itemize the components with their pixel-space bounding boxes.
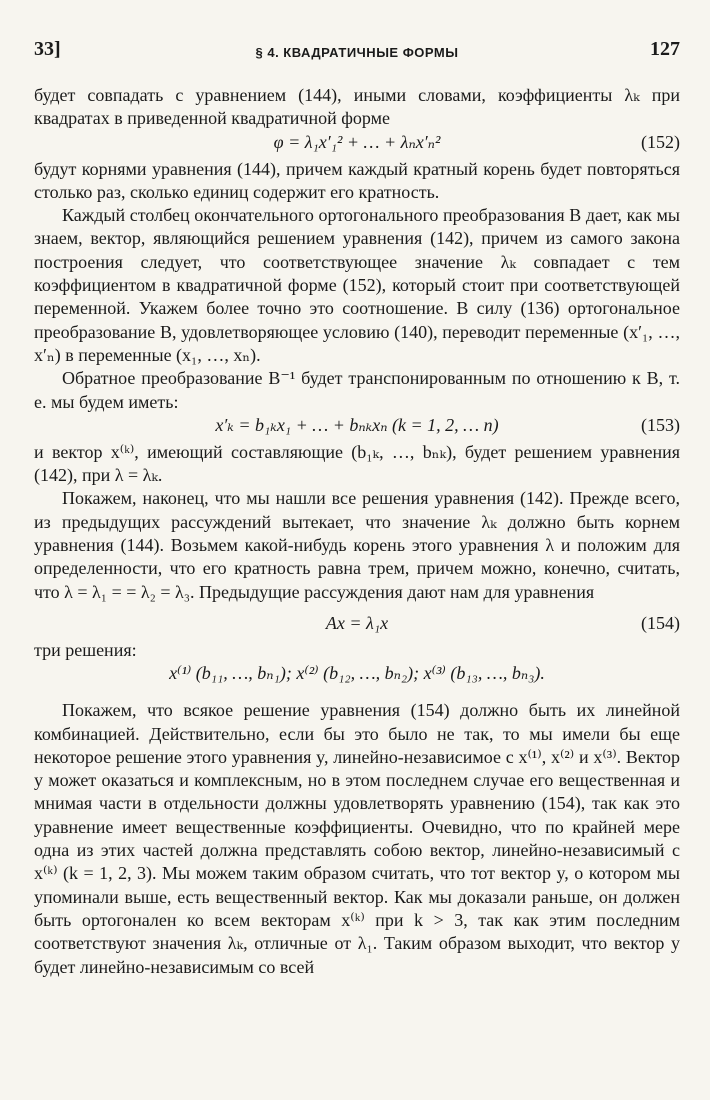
paragraph-3: Каждый столбец окончательного ортогонального преобразования B дает, как мы знаем, вектор, являющийся решением уравнения (142), причем из самого закона построения следует, что соответствующее значение λₖ совпадает с тем коэффициентом в квадратичной форме (152), который стоит при соответствующей переменной. Укажем более точно это соотношение. В силу (136) ортогональное преобразование B, удовлетворяющее условию (140), переводит переменные (x′₁, …, x′ₙ) в переменные (x₁, …, xₙ).: [34, 205, 680, 365]
paragraph-6: Покажем, наконец, что мы нашли все решения уравнения (142). Прежде всего, из предыдущих рассуждений вытекает, что значение λₖ должно быть корнем уравнения (144). Возьмем какой-нибудь корень этого уравнения λ и положим для определенности, что его кратность равна трем, причем можно, конечно, считать, что λ = λ₁ = = λ₂ = λ₃. Предыдущие рассуждения дают нам для уравнения: [34, 488, 680, 602]
equation-153-number: (153): [641, 414, 680, 435]
page-left-label: 33]: [34, 38, 61, 60]
equation-154: [34, 612, 680, 639]
equation-153: [34, 414, 680, 441]
running-header: [34, 38, 680, 64]
equation-153-formula: x′ₖ = b₁ₖx₁ + … + bₙₖxₙ (k = 1, 2, … n): [215, 414, 499, 435]
paragraph-5: и вектор x⁽ᵏ⁾, имеющий составляющие (b₁ₖ, …, bₙₖ), будет решением уравнения (142), при λ = λₖ.: [34, 441, 680, 486]
paragraph-7: три решения:: [34, 639, 137, 660]
paragraph-2: будут корнями уравнения (144), причем каждый кратный корень будет повторяться столько раз, сколько единиц содержит его кратность.: [34, 158, 680, 202]
solutions-line: x⁽¹⁾ (b₁₁, …, bₙ₁); x⁽²⁾ (b₁₂, …, bₙ₂); x⁽³⁾ (b₁₃, …, bₙ₃).: [169, 663, 545, 684]
text-block: [34, 84, 680, 979]
equation-152-number: (152): [641, 131, 680, 152]
paragraph-8: Покажем, что всякое решение уравнения (154) должно быть их линейной комбинацией. Действительно, если бы это было не так, то мы имели бы еще некоторое решение этого уравнения y, линейно-независимое с x⁽¹⁾, x⁽²⁾ и x⁽³⁾. Вектор y может оказаться и комплексным, но в этом последнем случае его вещественная и мнимая части в отдельности должны удовлетворять уравнению (154), так как это уравнение имеет вещественные коэффициенты. Очевидно, что по крайней мере одна из этих частей должна представлять собою вектор, линейно-независимый с x⁽ᵏ⁾ (k = 1, 2, 3). Мы можем таким образом считать, что тот вектор y, о котором мы упоминали выше, есть вещественный вектор. Как мы доказали раньше, он должен быть ортогонален ко всем векторам x⁽ᵏ⁾ при k > 3, так как этим последним соответствуют значения λₖ, отличные от λ₁. Таким образом выходит, что вектор y будет линейно-независимым со всей: [34, 700, 680, 977]
paragraph-1: будет совпадать с уравнением (144), иными словами, коэффициенты λₖ при квадратах в приведенной квадратичной форме: [34, 85, 680, 129]
equation-152-formula: φ = λ₁x′₁² + … + λₙx′ₙ²: [273, 131, 441, 152]
equation-152: [34, 131, 680, 158]
paragraph-4: Обратное преобразование B⁻¹ будет транспонированным по отношению к B, т. е. мы будем иметь:: [34, 368, 680, 412]
section-title: § 4. КВАДРАТИЧНЫЕ ФОРМЫ: [255, 45, 459, 60]
equation-154-number: (154): [641, 612, 680, 633]
page-number: 127: [650, 38, 680, 60]
equation-154-formula: Ax = λ₁x: [325, 612, 389, 633]
